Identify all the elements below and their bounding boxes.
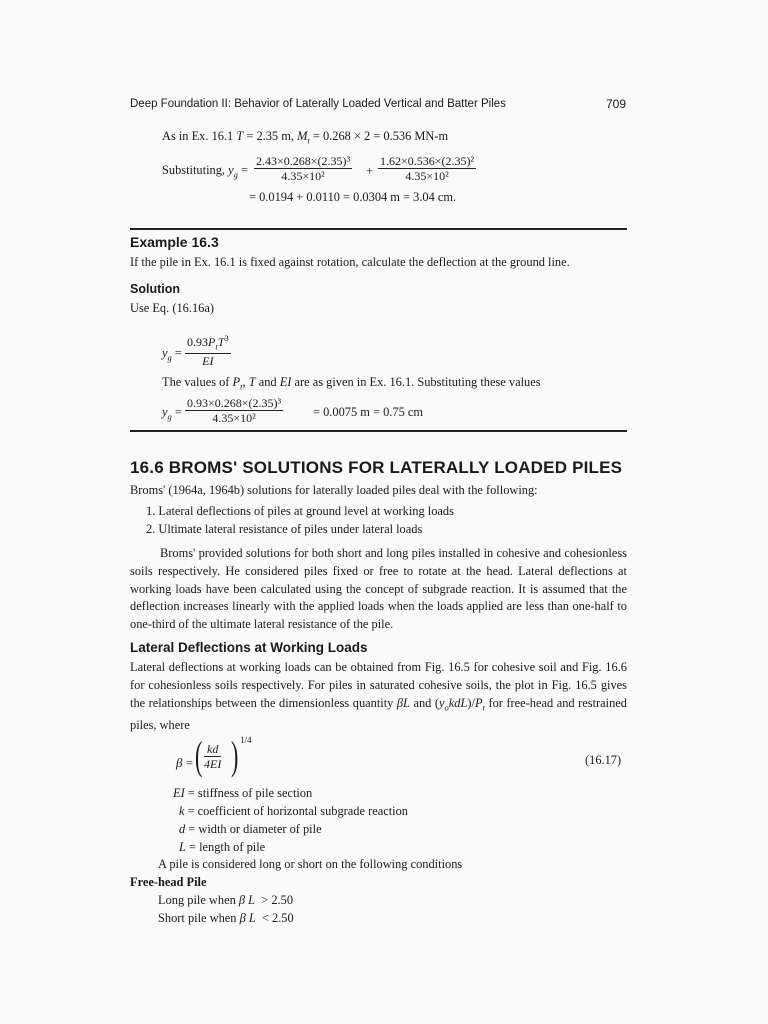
condition-line: A pile is considered long or short on the following conditions [158, 857, 463, 871]
result-line: = 0.0194 + 0.0110 = 0.0304 m = 3.04 cm. [249, 190, 457, 204]
fraction-substituted [185, 396, 283, 425]
subsection-paragraph: Lateral deflections at working loads can be obtained from Fig. 16.5 for cohesive soil and Fig. 16.6 for cohesionless soils respectively. For piles in saturated cohesive soils, the plot in Fig. 16.5 gives the relationships between the dimensionless quantity βL and $(y_okdL)/P_t$ for free-head and restrained piles, where [130, 660, 628, 732]
right-paren: ) [231, 733, 239, 778]
example-statement: If the pile in Ex. 16.1 is fixed against rotation, calculate the deflection at the ground line. [130, 255, 570, 269]
section-paragraph: Broms' provided solutions for both short and long piles installed in cohesive and cohesionless soils respectively. He considered piles fixed or free to rotate at the head. Lateral deflections at working loads have been calculated using the concept of subgrade reaction. It is assumed that the deflection increases linearly with the applied loads when the loads applied are less than one-half to one-third of the ultimate lateral resistance of the pile. [130, 546, 627, 632]
list-item: 2. Ultimate lateral resistance of piles under lateral loads [146, 522, 423, 536]
substituting-label: Substituting, $y_g$ = [162, 163, 248, 180]
use-eq-line: Use Eq. (16.16a) [130, 301, 214, 315]
fraction-denominator: 4.35×10² [281, 169, 325, 183]
fraction-numerator: 2.43×0.268×(2.35)³ [256, 154, 351, 168]
fraction-beta [204, 742, 221, 771]
short-pile-condition: Short pile when β L < 2.50 [158, 911, 294, 925]
fraction-term-2 [378, 154, 476, 183]
running-header-title: Deep Foundation II: Behavior of Laterally Loaded Vertical and Batter Piles [130, 98, 506, 110]
fraction-denominator: 4.35×10² [212, 411, 256, 425]
fraction-denominator: 4EI [204, 757, 222, 771]
beta-lhs: β = [176, 755, 194, 770]
example-bottom-rule [130, 430, 627, 432]
long-pile-condition: Long pile when β L > 2.50 [158, 893, 294, 907]
fraction-numerator: kd [204, 742, 221, 757]
section-intro: Broms' (1964a, 1964b) solutions for laterally loaded piles deal with the following: [130, 483, 538, 497]
fraction-numerator: 0.93×0.268×(2.35)³ [187, 396, 282, 410]
subsection-heading: Lateral Deflections at Working Loads [130, 640, 368, 655]
section-heading: 16.6 BROMS' SOLUTIONS FOR LATERALLY LOADED PILES [130, 458, 623, 477]
substituted-result: = 0.0075 m = 0.75 cm [313, 405, 423, 419]
page-number: 709 [606, 97, 627, 111]
freehead-heading: Free-head Pile [130, 875, 207, 889]
equation-number: (16.17) [585, 753, 622, 767]
fraction-denominator: EI [202, 354, 214, 369]
solution-heading: Solution [130, 282, 180, 296]
example-top-rule [130, 228, 627, 230]
fraction-numerator: $0.93P_tT^3$ [185, 331, 231, 354]
fraction-eq-16-16a [185, 331, 231, 368]
definition-k: k = coefficient of horizontal subgrade reaction [179, 804, 409, 818]
definition-l: L = length of pile [179, 840, 266, 854]
definition-d: d = width or diameter of pile [179, 822, 322, 836]
as-in-line: As in Ex. 16.1 T = 2.35 m, $M_t = 0.268 \times 2 = 0.536$ MN-m [162, 129, 449, 146]
plus-sign: + [366, 164, 373, 178]
list-item: 1. Lateral deflections of piles at ground level at working loads [146, 504, 454, 518]
values-line: The values of $P_t$, T and EI are as given in Ex. 16.1. Substituting these values [162, 375, 541, 392]
fraction-numerator: 1.62×0.536×(2.35)² [380, 154, 475, 168]
example-heading: Example 16.3 [130, 234, 219, 250]
yg-lhs: $y_g$ = [162, 346, 182, 363]
yg-lhs-2: $y_g$ = [162, 405, 182, 422]
beta-exponent: 1/4 [240, 735, 252, 745]
fraction-denominator: 4.35×10² [405, 169, 449, 183]
fraction-term-1 [254, 154, 352, 183]
definition-ei: EI = stiffness of pile section [173, 786, 313, 800]
left-paren: ( [195, 733, 203, 778]
